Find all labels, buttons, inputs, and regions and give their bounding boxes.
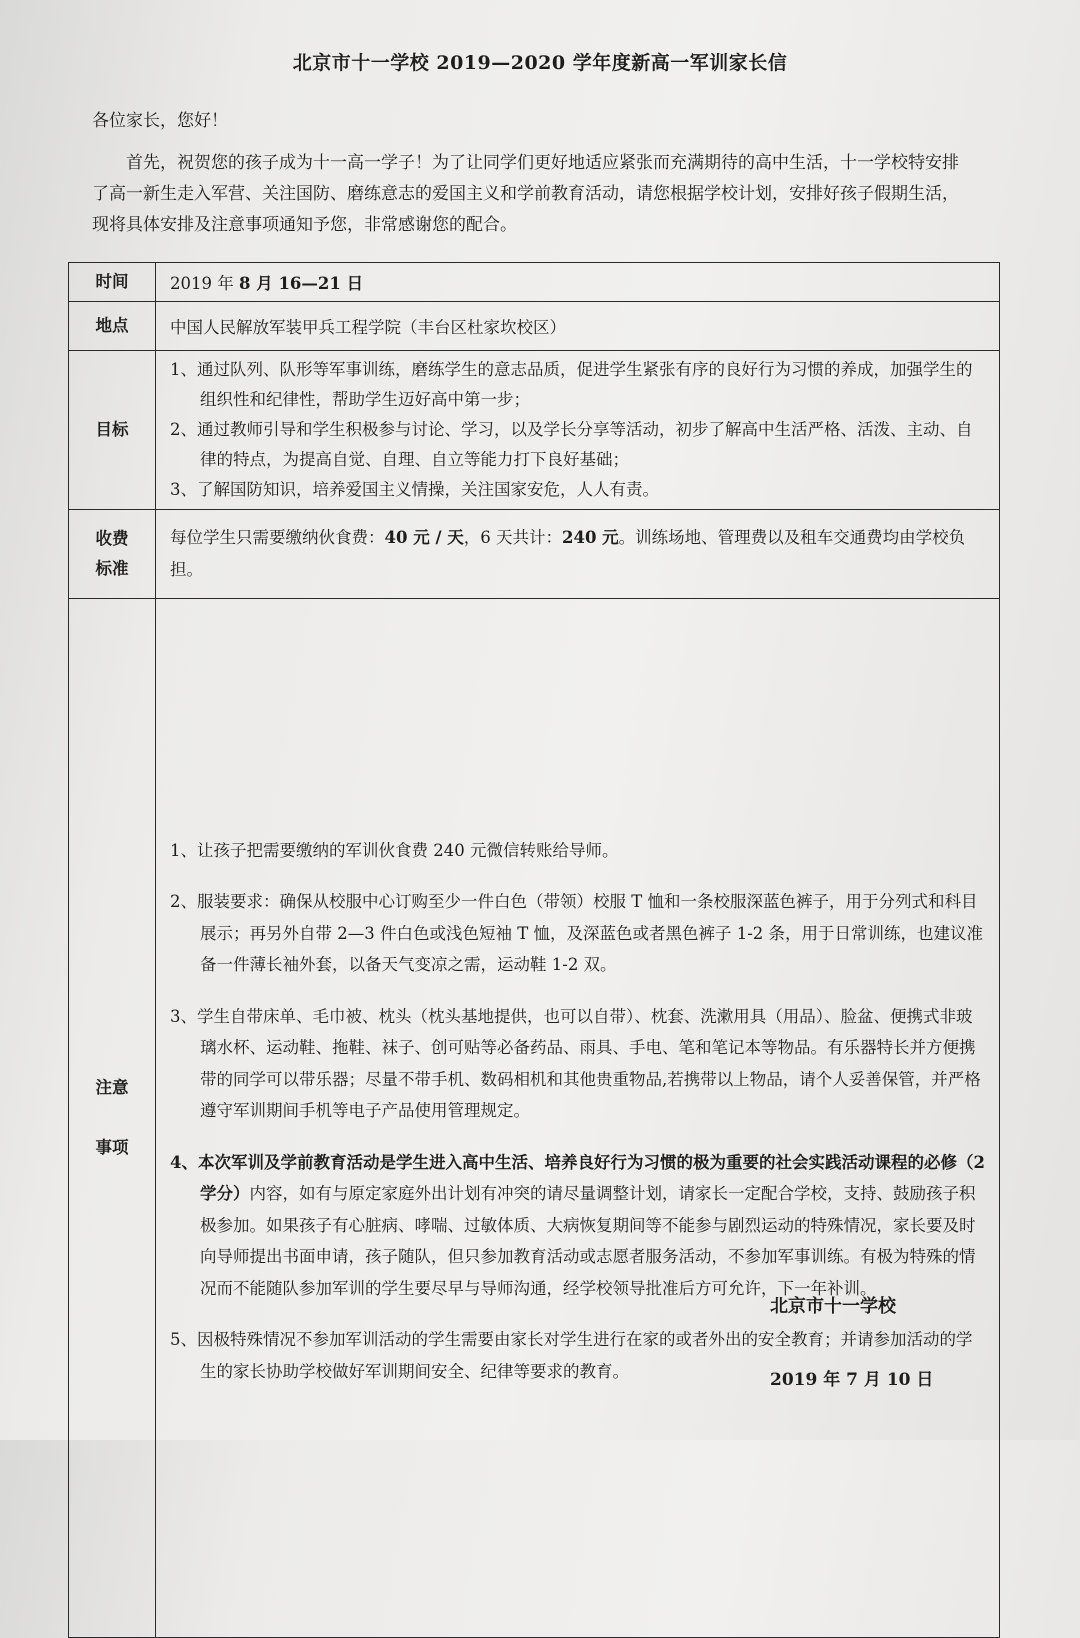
place-value: 中国人民解放军装甲兵工程学院（丰台区杜家坎校区） (156, 302, 1000, 351)
goal-item-1: 1、通过队列、队形等军事训练，磨练学生的意志品质，促进学生紧张有序的良好行为习惯的养成，加强学生的组织性和纪律性，帮助学生迈好高中第一步； (170, 360, 973, 409)
notes-label (69, 599, 156, 1638)
notes-label-line-2: 事项 (95, 1138, 129, 1157)
goal-item-3: 3、了解国防知识，培养爱国主义情操，关注国家安危，人人有责。 (170, 480, 659, 499)
arrangement-table (68, 262, 1000, 1638)
table-row-fee (69, 510, 1000, 599)
place-label: 地点 (69, 302, 156, 351)
goal-list (156, 351, 1000, 510)
fee-daily-rate: 40 元 / 天 (384, 528, 464, 547)
notes-list (156, 599, 1000, 1638)
goal-label: 目标 (69, 351, 156, 510)
table-row-goals (69, 351, 1000, 510)
fee-label-line-1: 收费 (95, 529, 129, 548)
fee-value (156, 510, 1000, 599)
note-item-1: 1、让孩子把需要缴纳的军训伙食费 240 元微信转账给导师。 (170, 840, 619, 860)
notes-label-line-1: 注意 (95, 1078, 129, 1097)
fee-label-line-2: 标准 (95, 559, 129, 578)
signature-date: 2019 年 7 月 10 日 (770, 1370, 934, 1390)
note-item-3: 3、学生自带床单、毛巾被、枕头（枕头基地提供，也可以自带）、枕套、洗漱用具（用品）、脸盆、便携式非玻璃水杯、运动鞋、拖鞋、袜子、创可贴等必备药品、雨具、手电、笔和笔记本等物品。有乐器特长并方便携带的同学可以带乐器；尽量不带手机、数码相机和其他贵重物品,若携带以上物品，请个人妥善保管，并严格遵守军训期间手机等电子产品使用管理规定。 (170, 1006, 981, 1121)
intro-paragraph: 首先，祝贺您的孩子成为十一高一学子！为了让同学们更好地适应紧张而充满期待的高中生活，十一学校特安排了高一新生走入军营、关注国防、磨练意志的爱国主义和学前教育活动，请您根据学校计划，安排好孩子假期生活，现将具体安排及注意事项通知予您，非常感谢您的配合。 (92, 153, 959, 235)
table-row-time (69, 263, 1000, 302)
signature-school: 北京市十一学校 (770, 1296, 896, 1317)
fee-total: 240 元 (561, 528, 619, 547)
fee-text-c: ，6 天共计： (463, 528, 562, 547)
time-label: 时间 (69, 263, 156, 302)
note-4-rest: 内容，如有与原定家庭外出计划有冲突的请尽量调整计划，请家长一定配合学校，支持、鼓励孩子积极参加。如果孩子有心脏病、哮喘、过敏体质、大病恢复期间等不能参与剧烈运动的特殊情况，家长要及时向导师提出书面申请，孩子随队，但只参加教育活动或志愿者服务活动，不参加军事训练。有极为特殊的情况而不能随队参加军训的学生要尽早与导师沟通，经学校领导批准后方可允许，下一年补训。 (200, 1184, 976, 1298)
time-dates: 8 月 16—21 日 (238, 274, 364, 293)
note-item-2: 2、服装要求：确保从校服中心订购至少一件白色（带领）校服 T 恤和一条校服深蓝色裤子，用于分列式和科目展示；再另外自带 2—3 件白色或浅色短袖 T 恤，及深蓝色或者黑色裤子 1-2 条，用于日常训练，也建议准备一件薄长袖外套，以备天气变凉之需，运动鞋 1-2 双。 (170, 892, 984, 975)
table-row-notes (69, 599, 1000, 1638)
note-4-emphasis: 4、本次军训及学前教育活动是学生进入高中生活、培养良好行为习惯的极为重要的社会实践活动课程的必修（2 学分） (170, 1152, 985, 1204)
table-row-place (69, 302, 1000, 351)
goal-item-2: 2、通过教师引导和学生积极参与讨论、学习，以及学长分享等活动，初步了解高中生活严格、活泼、主动、自律的特点，为提高自觉、自理、自立等能力打下良好基础； (170, 420, 973, 469)
fee-label (69, 510, 156, 599)
time-value (156, 263, 1000, 302)
letter-title: 北京市十一学校 2019—2020 学年度新高一军训家长信 (292, 52, 788, 74)
note-item-5: 5、因极特殊情况不参加军训活动的学生需要由家长对学生进行在家的或者外出的安全教育；并请参加活动的学生的家长协助学校做好军训期间安全、纪律等要求的教育。 (170, 1330, 973, 1381)
greeting: 各位家长，您好！ (92, 111, 228, 131)
time-year: 2019 年 (170, 274, 239, 293)
fee-text-e: 。训练场地、管理费以及租车交通费均由学校负担。 (170, 528, 966, 579)
fee-text-a: 每位学生只需要缴纳伙食费： (170, 528, 385, 547)
note-item-4 (170, 1147, 985, 1305)
